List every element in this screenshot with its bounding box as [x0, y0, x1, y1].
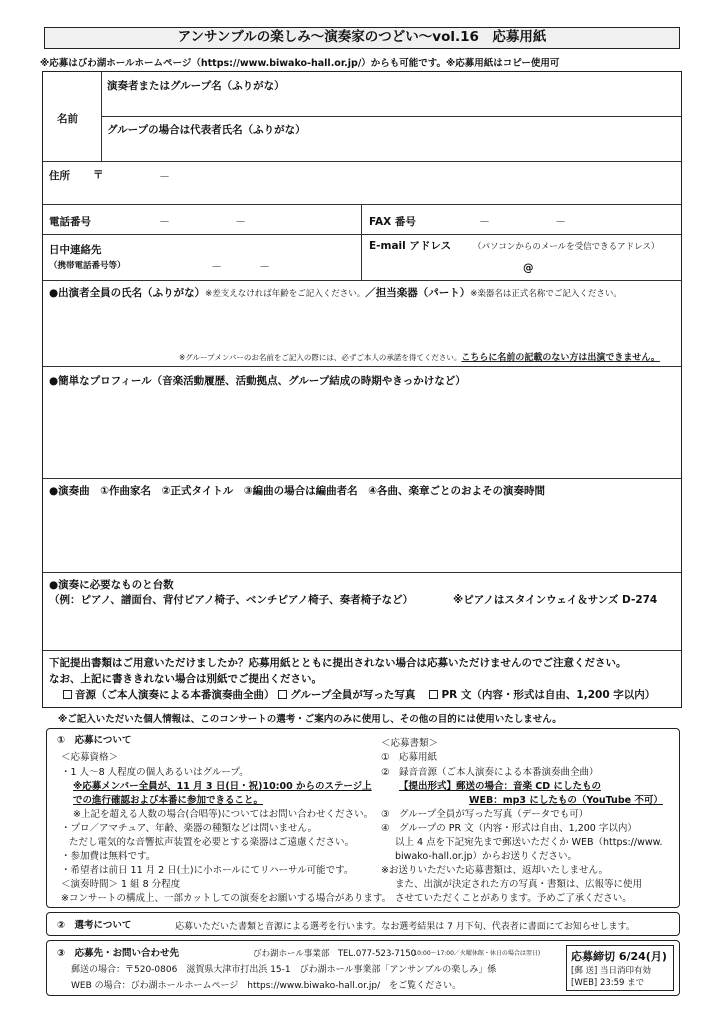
members-note: ※グループメンバーのお名前をご記入の際には、必ずご本人の承諾を得てください。こちらに名前の記載のない方は出演できません。	[179, 353, 660, 363]
doc-5: 以上 4 点を下記宛先まで郵送いただくか WEB（https://www.	[395, 837, 663, 848]
divider	[43, 572, 681, 573]
doc-2: ② 録音音源（ご本人演奏による本番演奏曲全曲）	[381, 767, 599, 778]
checkbox-pr[interactable]	[429, 690, 438, 699]
time-heading: ＜演奏時間＞ 1 組 8 分程度	[61, 879, 181, 890]
divider	[43, 650, 681, 651]
postal-dash: －	[159, 170, 170, 183]
doc-2-format: 【提出形式】郵送の場合：音楽 CD にしたもの	[399, 781, 601, 792]
divider	[43, 204, 681, 205]
about-heading: ① 応募について	[57, 735, 132, 746]
doc-6: biwako-hall.or.jp）からお送りください。	[395, 851, 578, 862]
doc-4: ④ グループの PR 文（内容・形式は自由、1,200 字以内）	[381, 823, 637, 834]
qualification-1: ・1 人～8 人程度の個人あるいはグループ。	[61, 767, 249, 778]
deadline-box	[566, 945, 674, 991]
deadline-web: [WEB] 23:59 まで	[571, 978, 645, 988]
divider	[43, 280, 681, 281]
checkbox-photo[interactable]	[278, 690, 287, 699]
needs-label: ●演奏に必要なものと台数	[49, 579, 174, 591]
qualification-5: ただし電気的な音響拡声装置を必要とする楽器はご遠慮ください。	[69, 837, 355, 848]
contact-hours: (10:00～17:00／火曜休館・休日の場合は翌日)	[411, 950, 541, 957]
divider	[43, 478, 681, 479]
divider	[361, 204, 362, 280]
qualification-4: ・プロ／アマチュア、年齢、楽器の種類などは問いません。	[61, 823, 318, 834]
name-label: 名前	[57, 113, 78, 125]
day-contact-label: 日中連絡先	[49, 244, 102, 256]
divider	[43, 366, 681, 367]
phone-label: 電話番号	[49, 216, 91, 228]
qualification-6: ・参加費は無料です。	[61, 851, 156, 862]
fax-dash-2: －	[555, 215, 566, 228]
at-mark: @	[523, 262, 534, 274]
needs-example: （例：ピアノ、譜面台、背付ピアノ椅子、ベンチピアノ椅子、奏者椅子など）	[49, 594, 414, 606]
phone-dash-2: －	[235, 215, 246, 228]
day-dash-2: －	[259, 260, 270, 273]
deadline-title: 応募締切 6/24(月)	[571, 950, 667, 963]
piano-note: ※ピアノはスタインウェイ＆サンズ D-274	[453, 594, 658, 606]
contact-org: びわ湖ホール事業部 TEL.077-523-7150	[253, 949, 417, 959]
doc-8: また、出演が決定された方の写真・書類は、広報等に使用	[395, 879, 643, 890]
doc-3: ③ グループ全員が写った写真（データでも可）	[381, 809, 589, 820]
representative-label: グループの場合は代表者氏名（ふりがな）	[107, 124, 306, 136]
privacy-note: ※ご記入いただいた個人情報は、このコンサートの選考・ご案内のみに使用し、その他の目的には使用いたしません。	[58, 714, 562, 725]
performer-label: 演奏者またはグループ名（ふりがな）	[107, 80, 285, 92]
profile-label: ●簡単なプロフィール（音楽活動履歴、活動拠点、グループ結成の時期やきっかけなど）	[49, 375, 466, 387]
doc-9: させていただくことがあります。予めご了承ください。	[395, 893, 632, 904]
email-label: E-mail アドレス	[369, 240, 452, 252]
qualification-2a: ※応募メンバー全員が、11 月 3 日(日・祝)10:00 からのステージ上	[73, 781, 372, 792]
deadline-mail: [郵 送] 当日消印有効	[571, 966, 652, 976]
divider	[43, 234, 681, 235]
contact-mail: 郵送の場合：〒520-0806 滋賀県大津市打出浜 15-1 びわ湖ホール事業部「アンサンブルの楽しみ」係	[71, 965, 497, 975]
pieces-label: ●演奏曲 ①作曲家名 ②正式タイトル ③編曲の場合は編曲者名 ④各曲、楽章ごとのおよその演奏時間	[49, 485, 546, 497]
about-section	[46, 728, 680, 908]
qualification-heading: ＜応募資格＞	[61, 752, 119, 763]
members-label: ●出演者全員の氏名（ふりがな）※差支えなければ年齢をご記入ください。／担当楽器（パート）※楽器名は正式名称でご記入ください。	[49, 287, 622, 299]
checklist: 音源（ご本人演奏による本番演奏曲全曲） グループ全員が写った写真 PR 文（内容・形式は自由、1,200 字以内）	[63, 687, 655, 702]
selection-text: 応募いただいた書類と音源による選考を行います。なお選考結果は 7 月下旬、代表者に書面にてお知らせします。	[175, 922, 635, 932]
qualification-3: ※上記を超える人数の場合(合唱等)についてはお問い合わせください。	[73, 809, 374, 820]
docs-heading: ＜応募書類＞	[381, 738, 439, 749]
address-label: 住所	[49, 170, 70, 182]
postal-mark: 〒	[93, 169, 104, 181]
doc-7: ※お送りいただいた応募書類は、返却いたしません。	[381, 865, 609, 876]
fax-label: FAX 番号	[369, 216, 416, 228]
day-contact-sub: （携帯電話番号等）	[49, 261, 126, 271]
header-note: ※応募はびわ湖ホールホームページ（https://www.biwako-hall.or.jp/）からも可能です。※応募用紙はコピー使用可	[40, 58, 560, 69]
contact-web: WEB の場合：びわ湖ホールホームページ https://www.biwako-hall.or.jp/ をご覧ください。	[71, 981, 462, 991]
qualification-2b: での進行確認および本番に参加できること。	[73, 795, 264, 806]
time-note: ※コンサートの構成上、一部カットしての演奏をお願いする場合があります。	[61, 893, 392, 904]
qualification-7: ・希望者は前日 11 月 2 日(土)に小ホールにてリハーサル可能です。	[61, 865, 354, 876]
selection-section	[46, 912, 680, 936]
day-dash-1: －	[211, 260, 222, 273]
checkbox-audio[interactable]	[63, 690, 72, 699]
divider	[101, 116, 681, 117]
submit-line-1: 下記提出書類はご用意いただけましたか？応募用紙とともに提出されない場合は応募いただけませんのでご注意ください。	[49, 657, 627, 669]
divider	[43, 161, 681, 162]
submit-line-2: なお、上記に書ききれない場合は別紙でご提出ください。	[49, 673, 322, 685]
fax-dash-1: －	[479, 215, 490, 228]
application-form	[42, 71, 682, 708]
contact-heading: ③ 応募先・お問い合わせ先	[57, 948, 180, 959]
phone-dash-1: －	[159, 215, 170, 228]
page-title: アンサンブルの楽しみ～演奏家のつどい～vol.16 応募用紙	[44, 27, 680, 49]
email-sub: （パソコンからのメールを受信できるアドレス）	[473, 242, 660, 252]
doc-2-web: WEB：mp3 にしたもの（YouTube 不可）	[469, 795, 663, 806]
doc-1: ① 応募用紙	[381, 752, 438, 763]
selection-heading: ② 選考について	[57, 920, 132, 931]
